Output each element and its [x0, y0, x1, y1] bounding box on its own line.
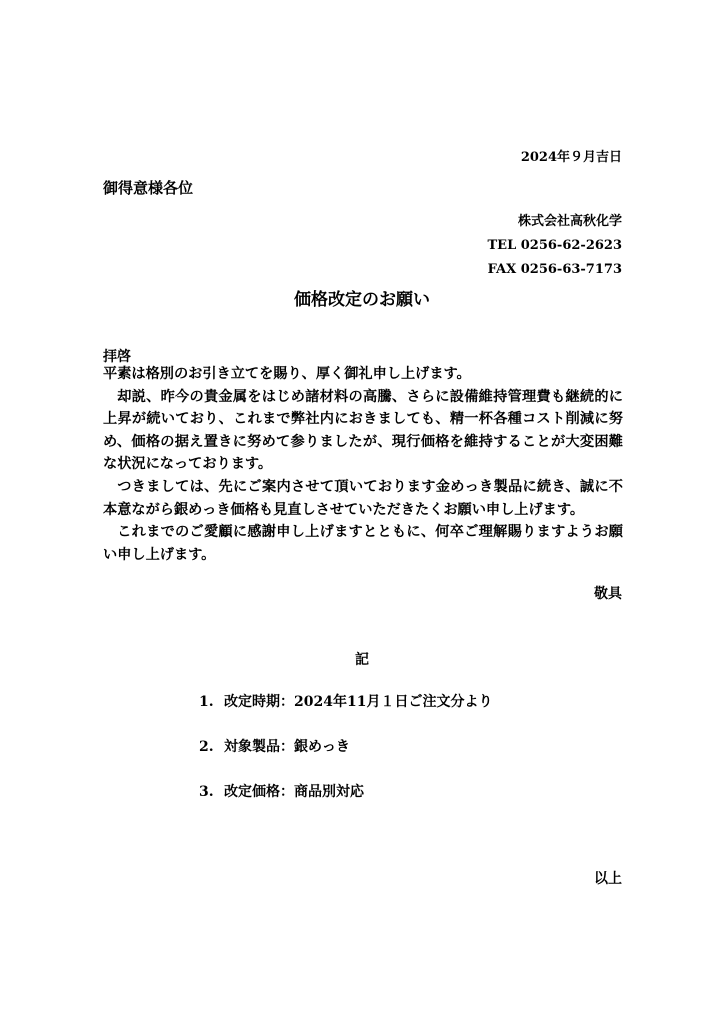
- addressee: 御得意様各位: [103, 179, 194, 197]
- item-number: 2.: [199, 739, 214, 755]
- item-text: 改定時期：2024年11月１日ご注文分より: [224, 694, 493, 710]
- sender-company: 株式会社高秋化学: [517, 214, 622, 229]
- notes-list: [199, 691, 492, 826]
- body-paragraph-2: 却説、昨今の貴金属をはじめ諸材料の高騰、さらに設備維持管理費も継続的に上昇が続いており、これまで弊社内におきましても、精一杯各種コスト削減に努め、価格の据え置きに努めて参りましたが、現行価格を維持することが大変困難な状況になっております。: [103, 388, 623, 473]
- document-date: 2024年９月吉日: [520, 150, 622, 165]
- sender-fax: FAX 0256-63-7173: [487, 262, 622, 277]
- item-number: 1.: [199, 694, 214, 710]
- item-number: 3.: [199, 784, 214, 800]
- item-text: 改定価格：商品別対応: [224, 784, 364, 800]
- closing-salutation: 敬具: [594, 586, 622, 602]
- opening-salutation: 拝啓: [103, 349, 131, 365]
- list-item: [199, 781, 492, 805]
- body-paragraph-3: つきましては、先にご案内させて頂いております金めっき製品に続き、誠に不本意ながら銀めっき価格も見直しさせていただきたくお願い申し上げます。: [103, 478, 623, 518]
- body-paragraph-1: 平素は格別のお引き立てを賜り、厚く御礼申し上げます。: [103, 366, 471, 382]
- sender-tel: TEL 0256-62-2623: [487, 238, 622, 253]
- sender-block: [362, 210, 622, 282]
- end-mark: 以上: [594, 871, 622, 887]
- list-item: [199, 736, 492, 760]
- body-paragraph-4: これまでのご愛顧に感謝申し上げますとともに、何卒ご理解賜りますようお願い申し上げます。: [103, 524, 623, 563]
- list-item: [199, 691, 492, 715]
- notes-heading: 記: [355, 652, 369, 668]
- item-text: 対象製品：銀めっき: [224, 739, 350, 755]
- letter-body: [103, 363, 623, 566]
- document-title: 価格改定のお願い: [294, 290, 430, 310]
